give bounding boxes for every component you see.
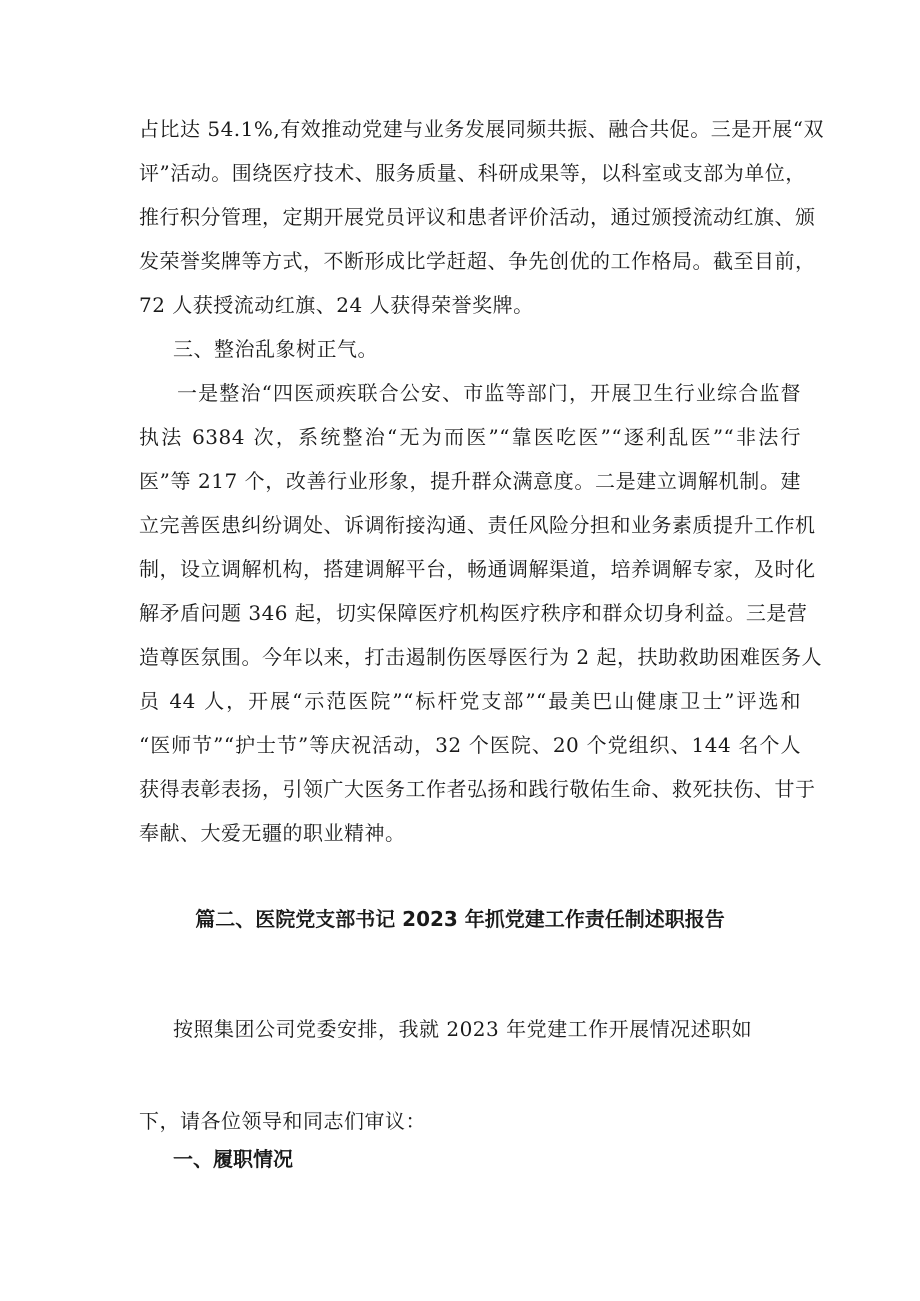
- paragraph-line: “医师节”“护士节”等庆祝活动，32 个医院、20 个党组织、144 名个人: [139, 733, 801, 757]
- paragraph-line: 造尊医氛围。今年以来，打击遏制伤医辱医行为 2 起，扶助救助困难医务人: [139, 645, 822, 669]
- article-title: 篇二、医院党支部书记 2023 年抓党建工作责任制述职报告: [195, 907, 725, 931]
- section-heading: 三、整治乱象树正气。: [173, 337, 378, 361]
- paragraph-line: 评”活动。围绕医疗技术、服务质量、科研成果等，以科室或支部为单位，: [139, 161, 806, 185]
- intro-line: 按照集团公司党委安排，我就 2023 年党建工作开展情况述职如: [173, 1017, 753, 1041]
- paragraph-line: 员 44 人，开展“示范医院”“标杆党支部”“最美巴山健康卫士”评选和: [139, 689, 801, 713]
- paragraph-line: 获得表彰表扬，引领广大医务工作者弘扬和践行敬佑生命、救死扶伤、甘于: [139, 777, 816, 801]
- paragraph-line: 解矛盾问题 346 起，切实保障医疗机构医疗秩序和群众切身利益。三是营: [139, 601, 808, 625]
- paragraph-line: 一是整治“四医顽疾联合公安、市监等部门，开展卫生行业综合监督: [177, 381, 801, 405]
- paragraph-line: 执法 6384 次，系统整治“无为而医”“靠医吃医”“逐利乱医”“非法行: [139, 425, 801, 449]
- paragraph-line: 推行积分管理，定期开展党员评议和患者评价活动，通过颁授流动红旗、颁: [139, 205, 816, 229]
- intro-line: 下，请各位领导和同志们审议：: [139, 1109, 426, 1133]
- paragraph-line: 发荣誉奖牌等方式，不断形成比学赶超、争先创优的工作格局。截至目前，: [139, 249, 816, 273]
- section-heading-duty: 一、履职情况: [173, 1147, 293, 1171]
- paragraph-line: 医”等 217 个，改善行业形象，提升群众满意度。二是建立调解机制。建: [139, 469, 801, 493]
- paragraph-line: 72 人获授流动红旗、24 人获得荣誉奖牌。: [139, 293, 534, 317]
- paragraph-line: 奉献、大爱无疆的职业精神。: [139, 821, 406, 845]
- paragraph-line: 制，设立调解机构，搭建调解平台，畅通调解渠道，培养调解专家，及时化: [139, 557, 816, 581]
- paragraph-line: 占比达 54.1%,有效推动党建与业务发展同频共振、融合共促。三是开展“双: [139, 117, 824, 141]
- paragraph-line: 立完善医患纠纷调处、诉调衔接沟通、责任风险分担和业务素质提升工作机: [139, 513, 816, 537]
